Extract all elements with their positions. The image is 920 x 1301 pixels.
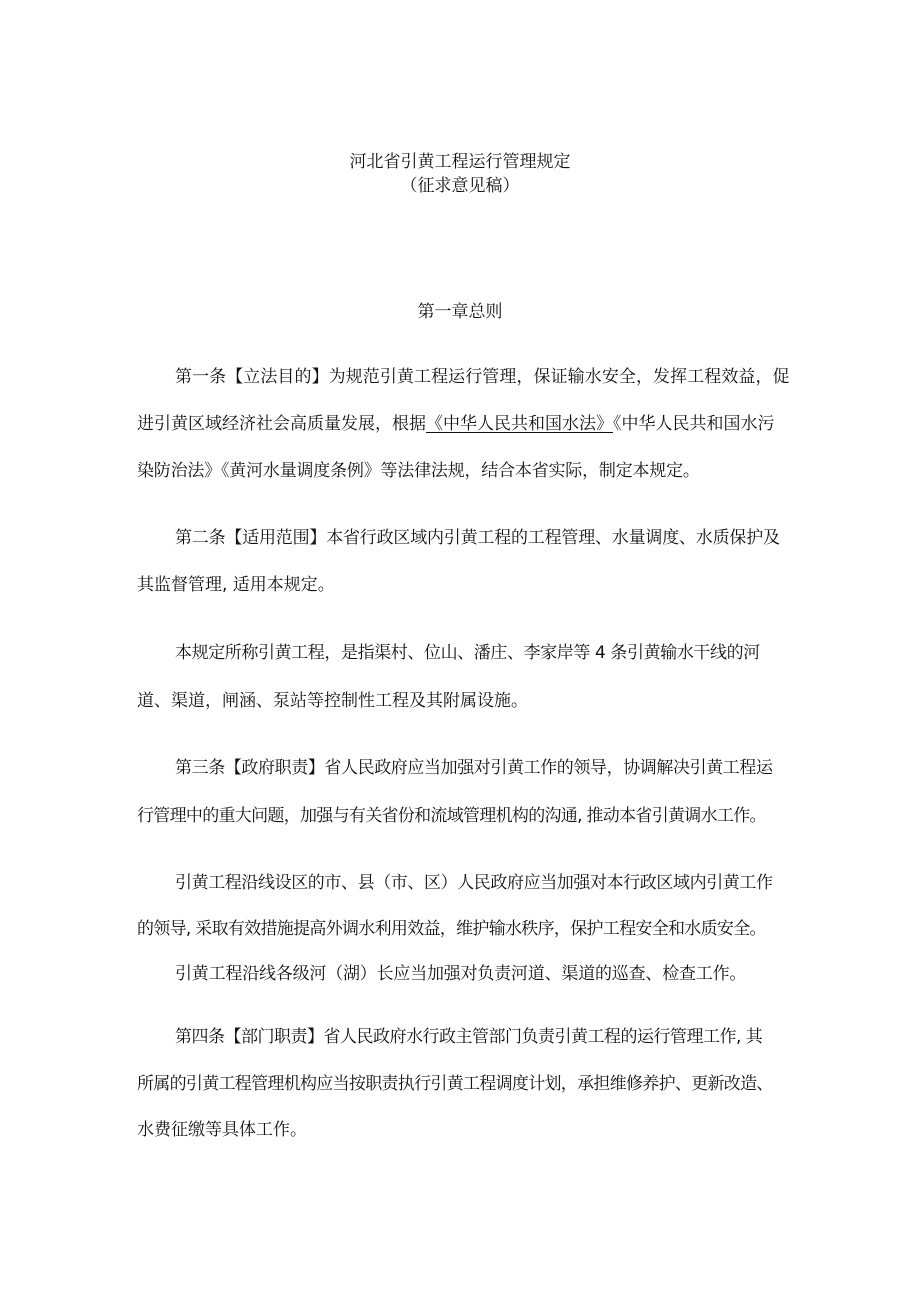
paragraph-line: 其监督管理, 适用本规定。	[137, 575, 335, 595]
paragraph-line: 第四条【部门职责】省人民政府水行政主管部门负责引黄工程的运行管理工作, 其	[175, 1027, 763, 1047]
paragraph-line: 的领导, 采取有效措施提高外调水利用效益，维护输水秩序，保护工程安全和水质安全。	[137, 919, 766, 939]
paragraph-line: 水费征缴等具体工作。	[137, 1120, 307, 1140]
text-run: 进引黄区域经济社会高质量发展，根据	[137, 414, 426, 434]
paragraph-line: 第二条【适用范围】本省行政区域内引黄工程的工程管理、水量调度、水质保护及	[175, 528, 780, 548]
paragraph-line: 行管理中的重大问题，加强与有关省份和流域管理机构的沟通, 推动本省引黄调水工作。	[137, 806, 766, 826]
document-title: 河北省引黄工程运行管理规定	[349, 152, 571, 172]
paragraph-line: 第一条【立法目的】为规范引黄工程运行管理，保证输水安全，发挥工程效益，促	[175, 367, 790, 387]
paragraph-line: 引黄工程沿线设区的市、县（市、区）人民政府应当加强对本行政区域内引黄工作	[175, 873, 773, 893]
document-subtitle: （征求意见稿）	[400, 176, 520, 196]
law-reference-link[interactable]: 《中华人民共和国水法》	[426, 414, 613, 434]
paragraph-line: 第三条【政府职责】省人民政府应当加强对引黄工作的领导，协调解决引黄工程运	[175, 758, 773, 778]
text-run: 《中华人民共和国水污	[613, 414, 775, 434]
paragraph-line: 染防治法》《黄河水量调度条例》等法律法规，结合本省实际，制定本规定。	[137, 461, 700, 481]
chapter-heading: 第一章总则	[417, 302, 503, 322]
paragraph-line: 本规定所称引黄工程，是指渠村、位山、潘庄、李家岸等 4 条引黄输水干线的河	[175, 643, 760, 663]
paragraph-line: 引黄工程沿线各级河（湖）长应当加强对负责河道、渠道的巡查、检查工作。	[175, 964, 747, 984]
paragraph-line	[137, 409, 775, 434]
paragraph-line: 道、渠道，闸涵、泵站等控制性工程及其附属设施。	[137, 691, 528, 711]
paragraph-line: 所属的引黄工程管理机构应当按职责执行引黄工程调度计划，承担维修养护、更新改造、	[137, 1074, 773, 1094]
